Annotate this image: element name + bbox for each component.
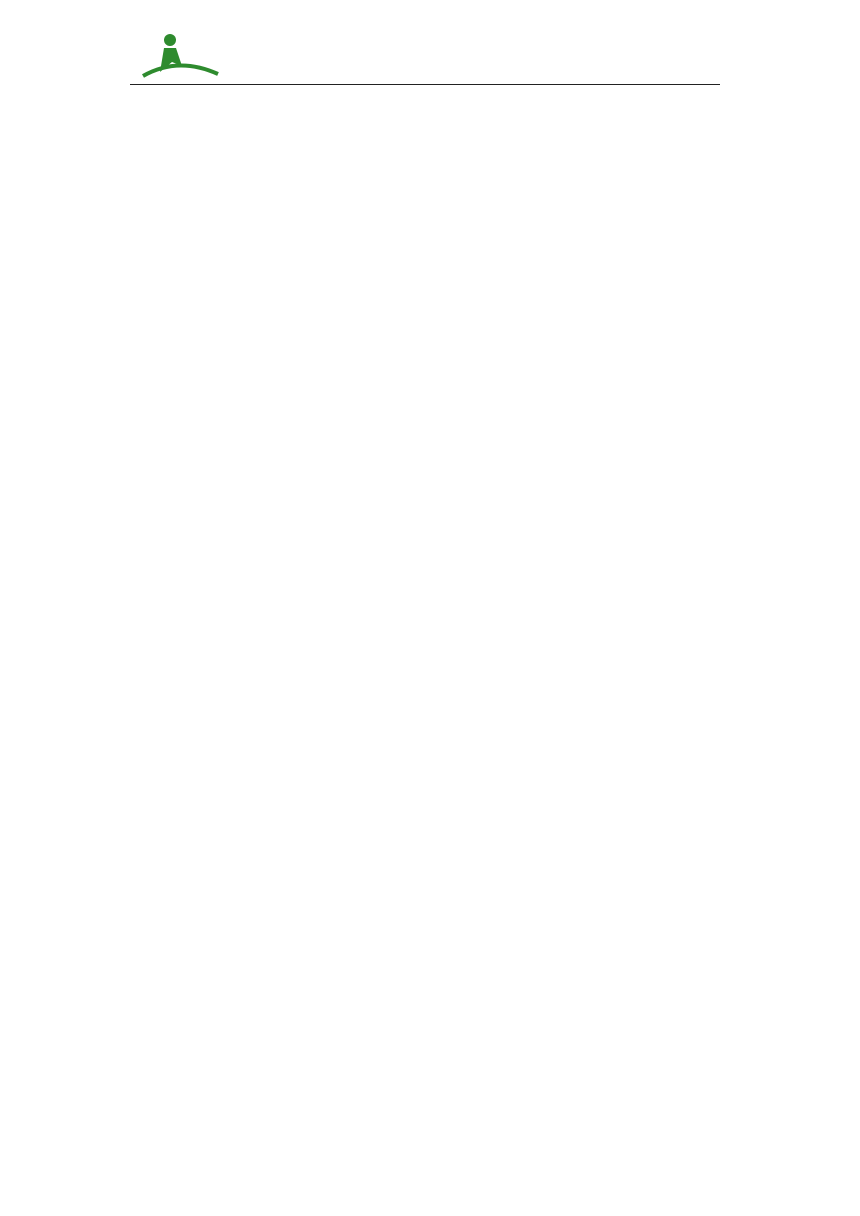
header-rule: [130, 84, 720, 85]
header-text: [362, 66, 366, 80]
site-logo: [138, 26, 348, 86]
